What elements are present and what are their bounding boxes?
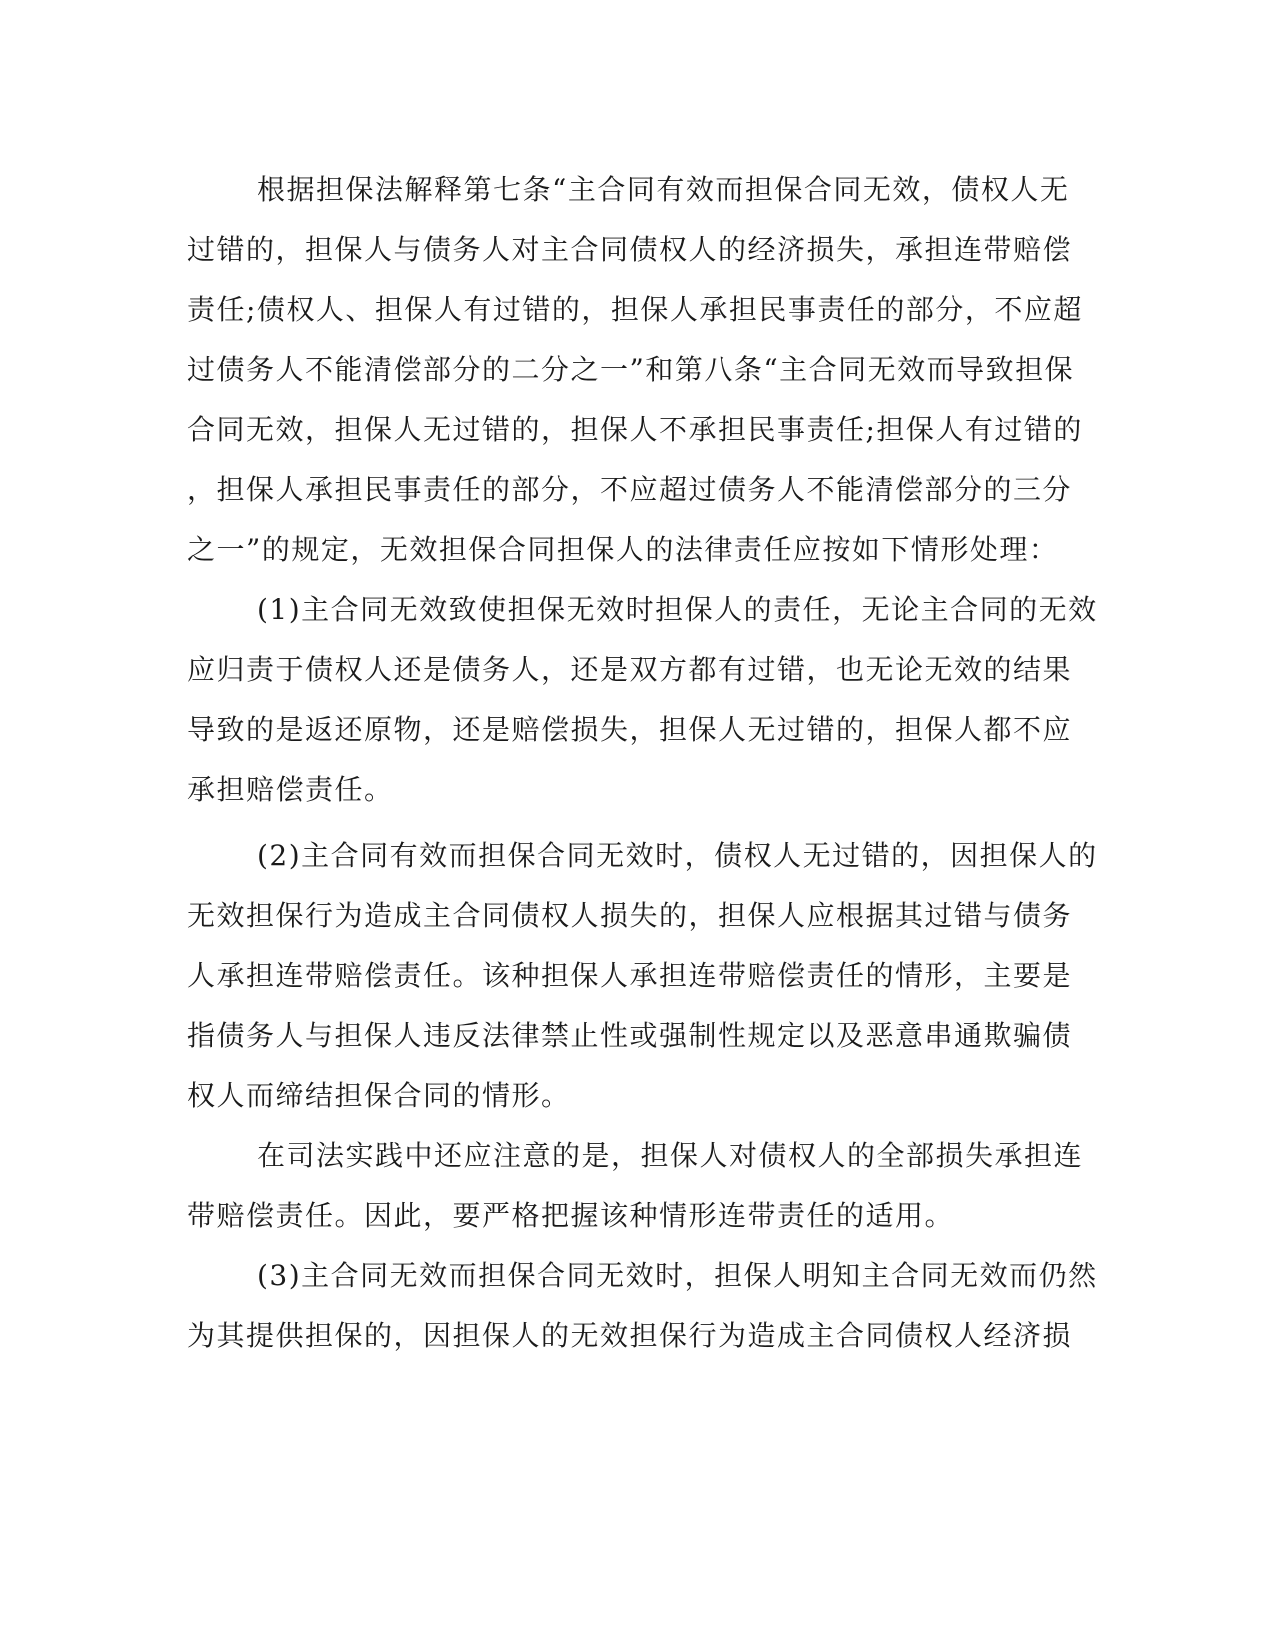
document-body (187, 160, 1098, 1366)
paragraph-5-line-2: 为其提供担保的，因担保人的无效担保行为造成主合同债权人经济损 (187, 1319, 1073, 1352)
paragraph-4-line-2: 带赔偿责任。因此，要严格把握该种情形连带责任的适用。 (187, 1199, 955, 1232)
paragraph-3-line-4: 指债务人与担保人违反法律禁止性或强制性规定以及恶意串通欺骗债 (187, 1019, 1073, 1052)
paragraph-4-line-1: 在司法实践中还应注意的是，担保人对债权人的全部损失承担连 (257, 1139, 1084, 1172)
paragraph-5-line-1: (3)主合同无效而担保合同无效时，担保人明知主合同无效而仍然 (257, 1259, 1098, 1292)
paragraph-1-line-3: 责任;债权人、担保人有过错的，担保人承担民事责任的部分，不应超 (187, 293, 1083, 326)
paragraph-1-line-1: 根据担保法解释第七条“主合同有效而担保合同无效，债权人无 (257, 173, 1070, 206)
paragraph-1-line-7: 之一”的规定，无效担保合同担保人的法律责任应按如下情形处理： (187, 533, 1059, 566)
paragraph-2-line-2: 应归责于债权人还是债务人，还是双方都有过错，也无论无效的结果 (187, 653, 1073, 686)
paragraph-3-line-2: 无效担保行为造成主合同债权人损失的，担保人应根据其过错与债务 (187, 899, 1073, 932)
paragraph-2-line-1: (1)主合同无效致使担保无效时担保人的责任，无论主合同的无效 (257, 593, 1098, 626)
paragraph-3-line-1: (2)主合同有效而担保合同无效时，债权人无过错的，因担保人的 (257, 839, 1098, 872)
paragraph-1-line-2: 过错的，担保人与债务人对主合同债权人的经济损失，承担连带赔偿 (187, 233, 1073, 266)
paragraph-1-line-5: 合同无效，担保人无过错的，担保人不承担民事责任;担保人有过错的 (187, 413, 1083, 446)
paragraph-3-line-5: 权人而缔结担保合同的情形。 (187, 1079, 571, 1112)
paragraph-1-line-6: ，担保人承担民事责任的部分，不应超过债务人不能清偿部分的三分 (187, 473, 1073, 506)
paragraph-3-line-3: 人承担连带赔偿责任。该种担保人承担连带赔偿责任的情形，主要是 (187, 959, 1073, 992)
paragraph-2-line-3: 导致的是返还原物，还是赔偿损失，担保人无过错的，担保人都不应 (187, 713, 1073, 746)
paragraph-2-line-4: 承担赔偿责任。 (187, 773, 394, 806)
paragraph-1-line-4: 过债务人不能清偿部分的二分之一”和第八条“主合同无效而导致担保 (187, 353, 1075, 386)
